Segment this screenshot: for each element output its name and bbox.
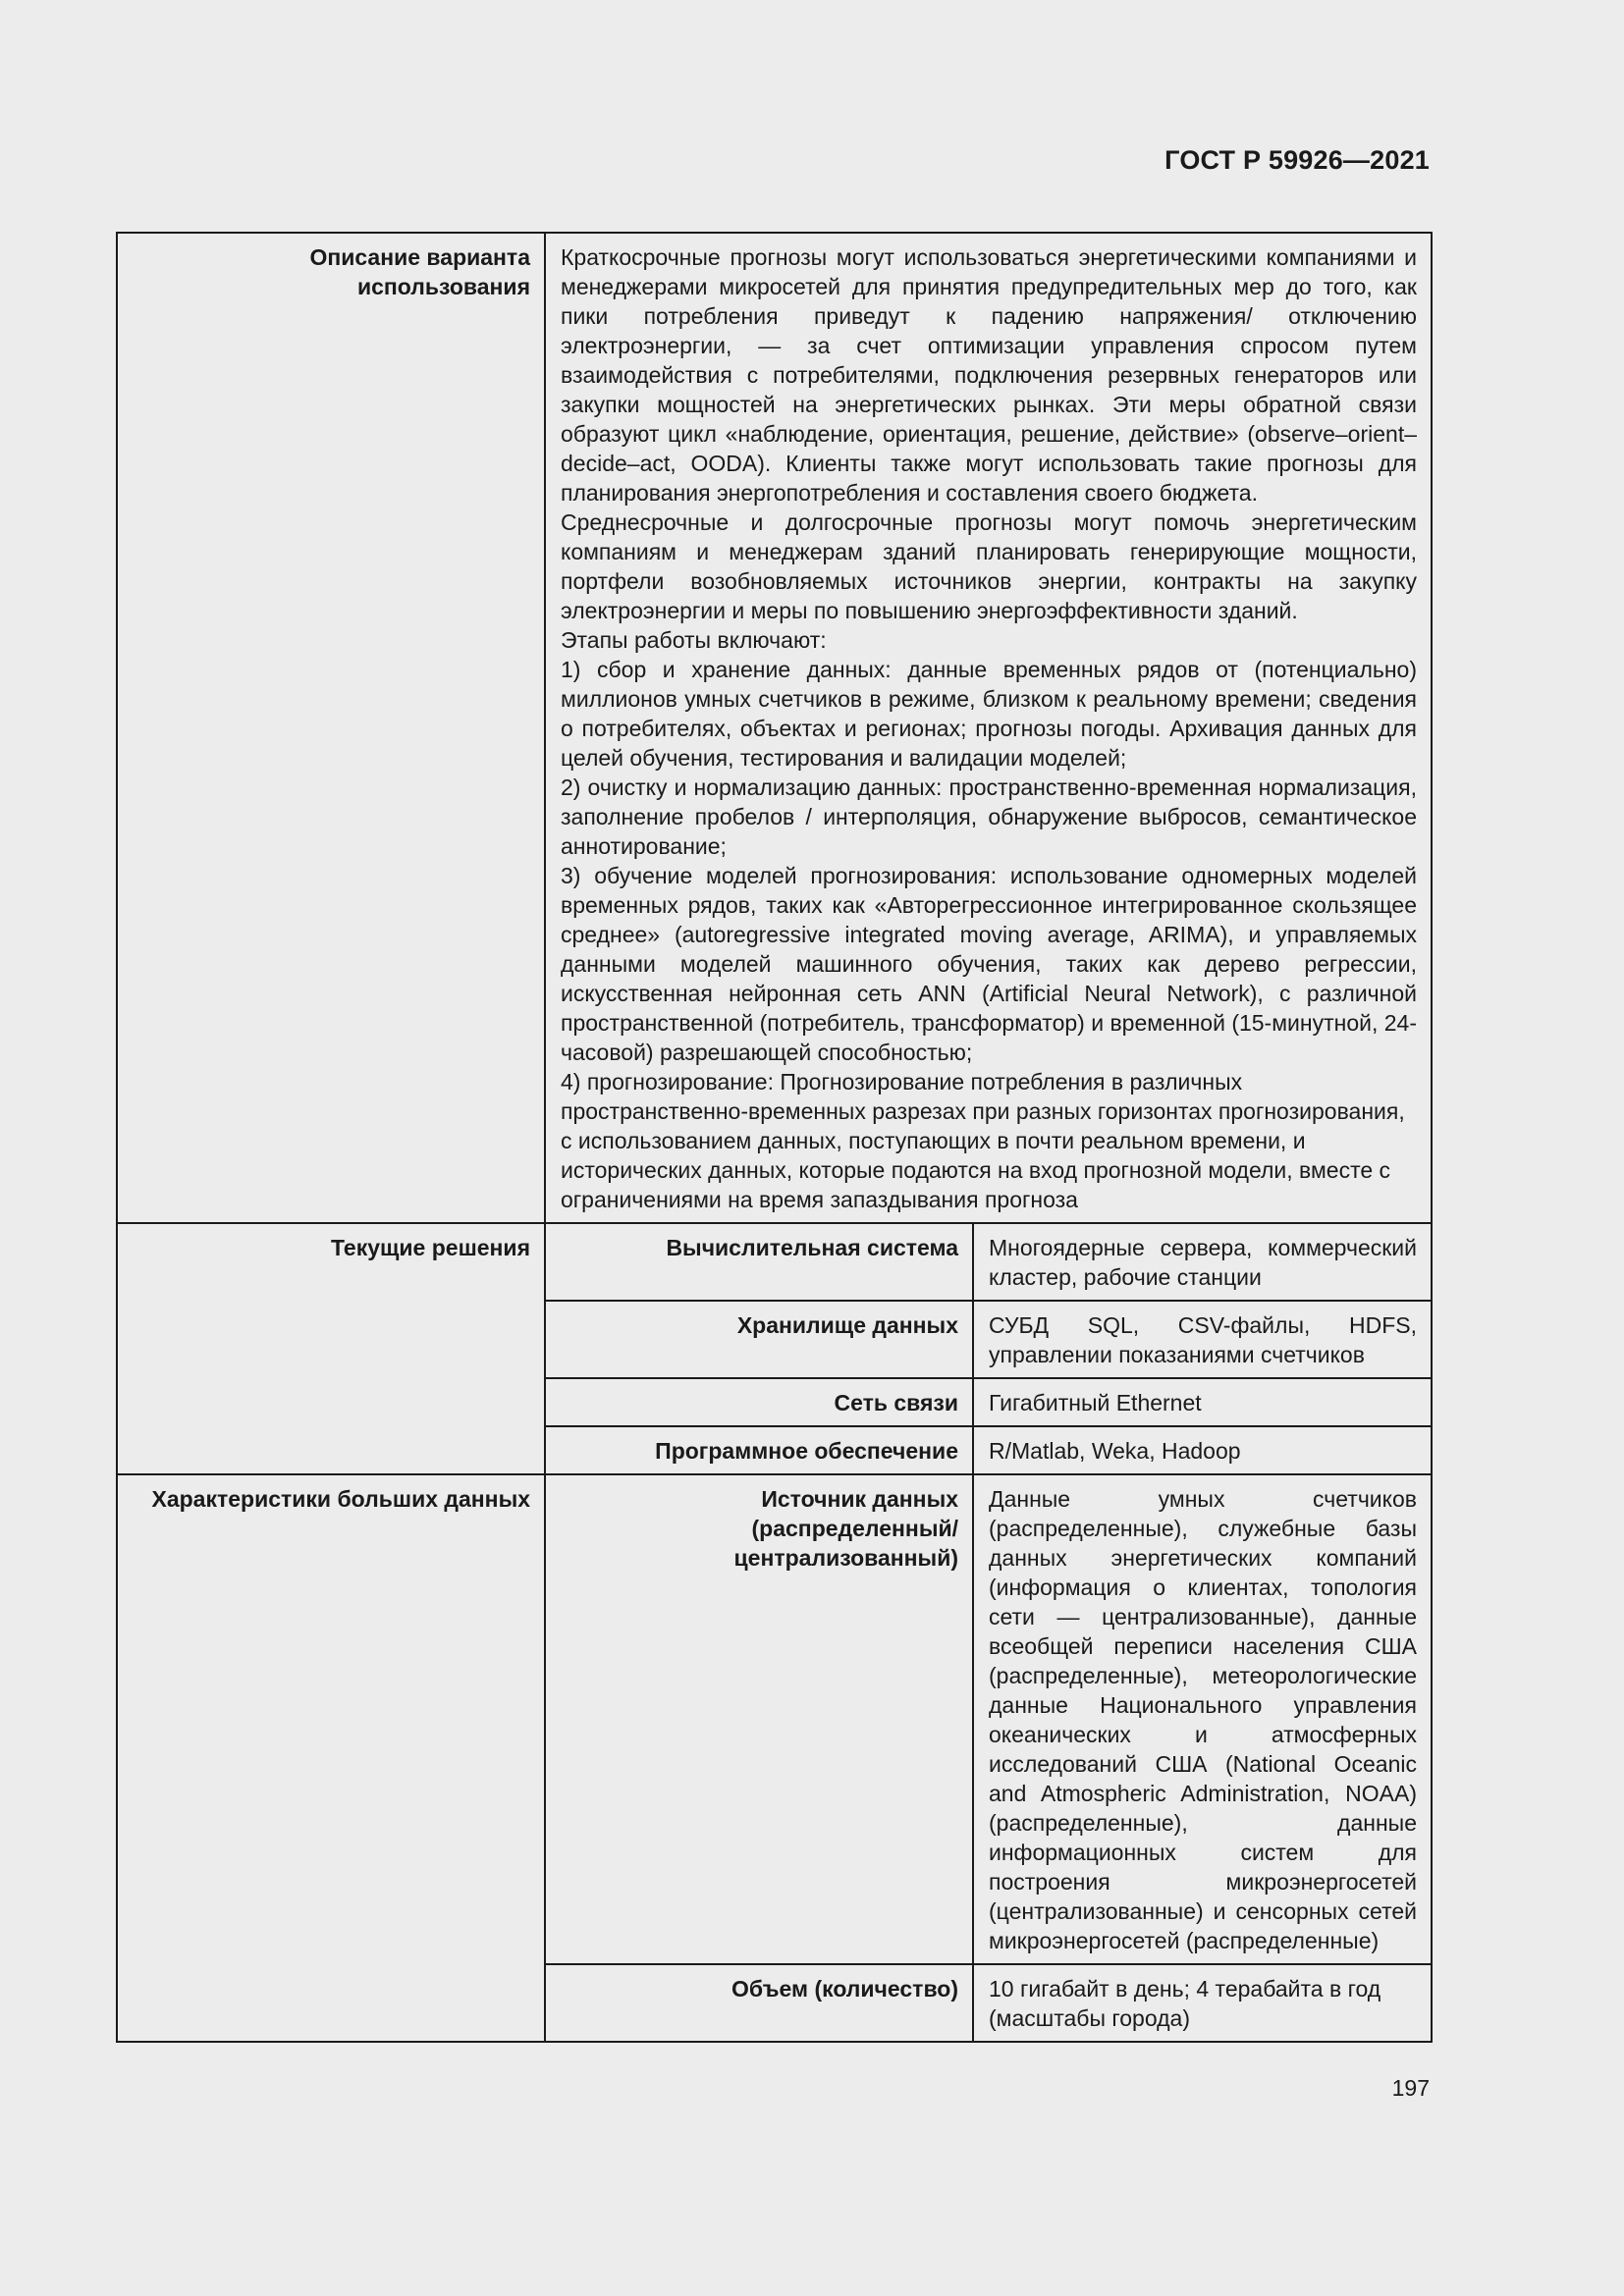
value-network: Гигабитный Ethernet (973, 1378, 1432, 1426)
description-paragraph: Среднесрочные и долгосрочные прогнозы могут помочь энергетическим компаниям и менеджерам зданий планировать генерирующие мощности, портфели возобновляемых источников энергии, контракты на закупку электроэнергии и меры по повышению энергоэффективности зданий. (561, 509, 1417, 623)
value-storage: СУБД SQL, CSV-файлы, HDFS, управлении показаниями счетчиков (973, 1301, 1432, 1378)
description-paragraph: 2) очистку и нормализацию данных: пространственно-временная нормализация, заполнение пробелов / интерполяция, обнаружение выбросов, семантическое аннотирование; (561, 774, 1417, 859)
value-volume: 10 гигабайт в день; 4 терабайта в год (масштабы города) (973, 1964, 1432, 2042)
page-number: 197 (1391, 2075, 1430, 2101)
use-case-table (116, 232, 1433, 2043)
row-label-description: Описание варианта использования (117, 233, 545, 1223)
sub-label-network: Сеть связи (545, 1378, 973, 1426)
row-label-big-data: Характеристики больших данных (117, 1474, 545, 2042)
description-paragraph: 1) сбор и хранение данных: данные временных рядов от (потенциально) миллионов умных счетчиков в режиме, близком к реальному времени; сведения о потребителях, объектах и регионах; прогнозы погоды. Архивация данных для целей обучения, тестирования и валидации моделей; (561, 657, 1417, 771)
table-row-description (117, 233, 1432, 1223)
sub-label-volume: Объем (количество) (545, 1964, 973, 2042)
description-paragraph: Краткосрочные прогнозы могут использоваться энергетическими компаниями и менеджерами микросетей для принятия предупредительных мер до того, как пики потребления приведут к падению напряжения/ отключению электроэнергии, — за счет оптимизации управления спросом путем взаимодействия с потребителями, подключения резервных генераторов или закупки мощностей на энергетических рынках. Эти меры обратной связи образуют цикл «наблюдение, ориентация, решение, действие» (observe–orient–decide–act, OODA). Клиенты также могут использовать такие прогнозы для планирования энергопотребления и составления своего бюджета. (561, 244, 1417, 506)
description-text (545, 233, 1432, 1223)
sub-label-compute: Вычислительная система (545, 1223, 973, 1301)
value-software: R/Matlab, Weka, Hadoop (973, 1426, 1432, 1474)
row-label-current-solutions: Текущие решения (117, 1223, 545, 1474)
description-paragraph: 4) прогнозирование: Прогнозирование потребления в различных пространственно-временных разрезах при разных горизонтах прогнозирования, с использованием данных, поступающих в почти реальном времени, и исторических данных, которые подаются на вход прогнозной модели, вместе с ограничениями на время запаздывания прогноза (561, 1069, 1405, 1212)
value-data-source: Данные умных счетчиков (распределенные), служебные базы данных энергетических компаний (информация о клиентах, топология сети — централизованные), данные всеобщей переписи населения США (распределенные), метеорологические данные Национального управления океанических и атмосферных исследований США (National Oceanic and Atmospheric Administration, NOAA) (распределенные), данные информационных систем для построения микроэнергосетей (централизованные) и сенсорных сетей микроэнергосетей (распределенные) (973, 1474, 1432, 1964)
sub-label-software: Программное обеспечение (545, 1426, 973, 1474)
table-row-current-solutions (117, 1223, 1432, 1301)
description-paragraph: 3) обучение моделей прогнозирования: использование одномерных моделей временных рядов, таких как «Авторегрессионное интегрированное скользящее среднее» (autoregressive integrated moving average, ARIMA), и управляемых данными моделей машинного обучения, таких как дерево регрессии, искусственная нейронная сеть ANN (Artificial Neural Network), с различной пространственной (потребитель, трансформатор) и временной (15-минутной, 24-часовой) разрешающей способностью; (561, 863, 1417, 1065)
sub-label-storage: Хранилище данных (545, 1301, 973, 1378)
description-paragraph: Этапы работы включают: (561, 627, 827, 653)
value-compute: Многоядерные сервера, коммерческий кластер, рабочие станции (973, 1223, 1432, 1301)
table-row-big-data (117, 1474, 1432, 1964)
sub-label-data-source: Источник данных (распределенный/ централизованный) (545, 1474, 973, 1964)
document-standard-id: ГОСТ Р 59926—2021 (1164, 145, 1430, 175)
